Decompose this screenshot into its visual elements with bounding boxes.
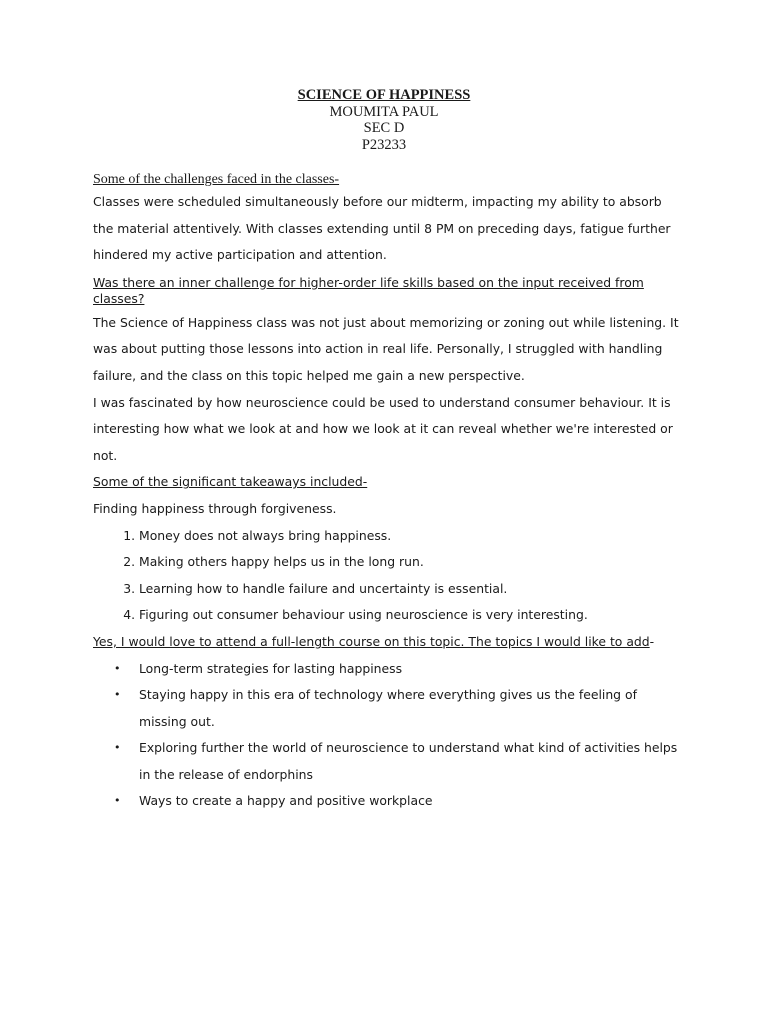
inner-challenge-question: Was there an inner challenge for higher-order life skills based on the input received from classes? — [93, 274, 644, 307]
course-heading — [93, 629, 683, 656]
takeaway-item: 1. Money does not always bring happiness. — [139, 523, 683, 550]
topic-text: Exploring further the world of neuroscience to understand what kind of activities helps in the release of endorphins — [139, 740, 678, 782]
document-title: SCIENCE OF HAPPINESS — [297, 87, 471, 103]
topic-item — [114, 656, 683, 683]
topic-item — [114, 682, 683, 735]
takeaways-intro: Finding happiness through forgiveness. — [93, 500, 337, 516]
takeaway-item: 4. Figuring out consumer behaviour using neuroscience is very interesting. — [139, 602, 683, 629]
author-name: MOUMITA PAUL — [329, 103, 439, 120]
inner-challenge-paragraph: The Science of Happiness class was not just about memorizing or zoning out while listening. It was about putting those lessons into action in real life. Personally, I struggled with handling failure, and the class on this topic helped me gain a new perspective. — [93, 314, 679, 383]
topic-text: Ways to create a happy and positive workplace — [139, 793, 433, 809]
document-body — [93, 171, 683, 815]
challenges-heading: Some of the challenges faced in the classes- — [93, 172, 340, 187]
topic-item — [114, 735, 683, 788]
course-heading-text: Yes, I would love to attend a full-length course on this topic. The topics I would like to add — [93, 633, 650, 649]
roll-number: P23233 — [361, 136, 407, 153]
takeaway-item: 2. Making others happy helps us in the long run. — [139, 549, 683, 576]
topics-list — [93, 656, 683, 816]
topic-text: Staying happy in this era of technology where everything gives us the feeling of missing out. — [139, 687, 637, 729]
takeaway-item: 3. Learning how to handle failure and uncertainty is essential. — [139, 576, 683, 603]
bullet-icon: • — [114, 661, 121, 675]
takeaways-heading: Some of the significant takeaways included- — [93, 474, 368, 490]
neuroscience-paragraph: I was fascinated by how neuroscience could be used to understand consumer behaviour. It is interesting how what we look at and how we look at it can reveal whether we're interested or not. — [93, 394, 673, 463]
topic-text: Long-term strategies for lasting happiness — [139, 660, 403, 676]
course-heading-suffix: - — [649, 633, 655, 649]
bullet-icon: • — [114, 794, 121, 808]
bullet-icon: • — [114, 688, 121, 702]
takeaways-list — [93, 523, 683, 629]
topic-item — [114, 788, 683, 815]
document-header — [0, 87, 768, 153]
challenges-paragraph: Classes were scheduled simultaneously before our midterm, impacting my ability to absorb the material attentively. With classes extending until 8 PM on preceding days, fatigue further hindered my active participation and attention. — [93, 194, 671, 263]
bullet-icon: • — [114, 741, 121, 755]
section-label: SEC D — [363, 120, 405, 136]
